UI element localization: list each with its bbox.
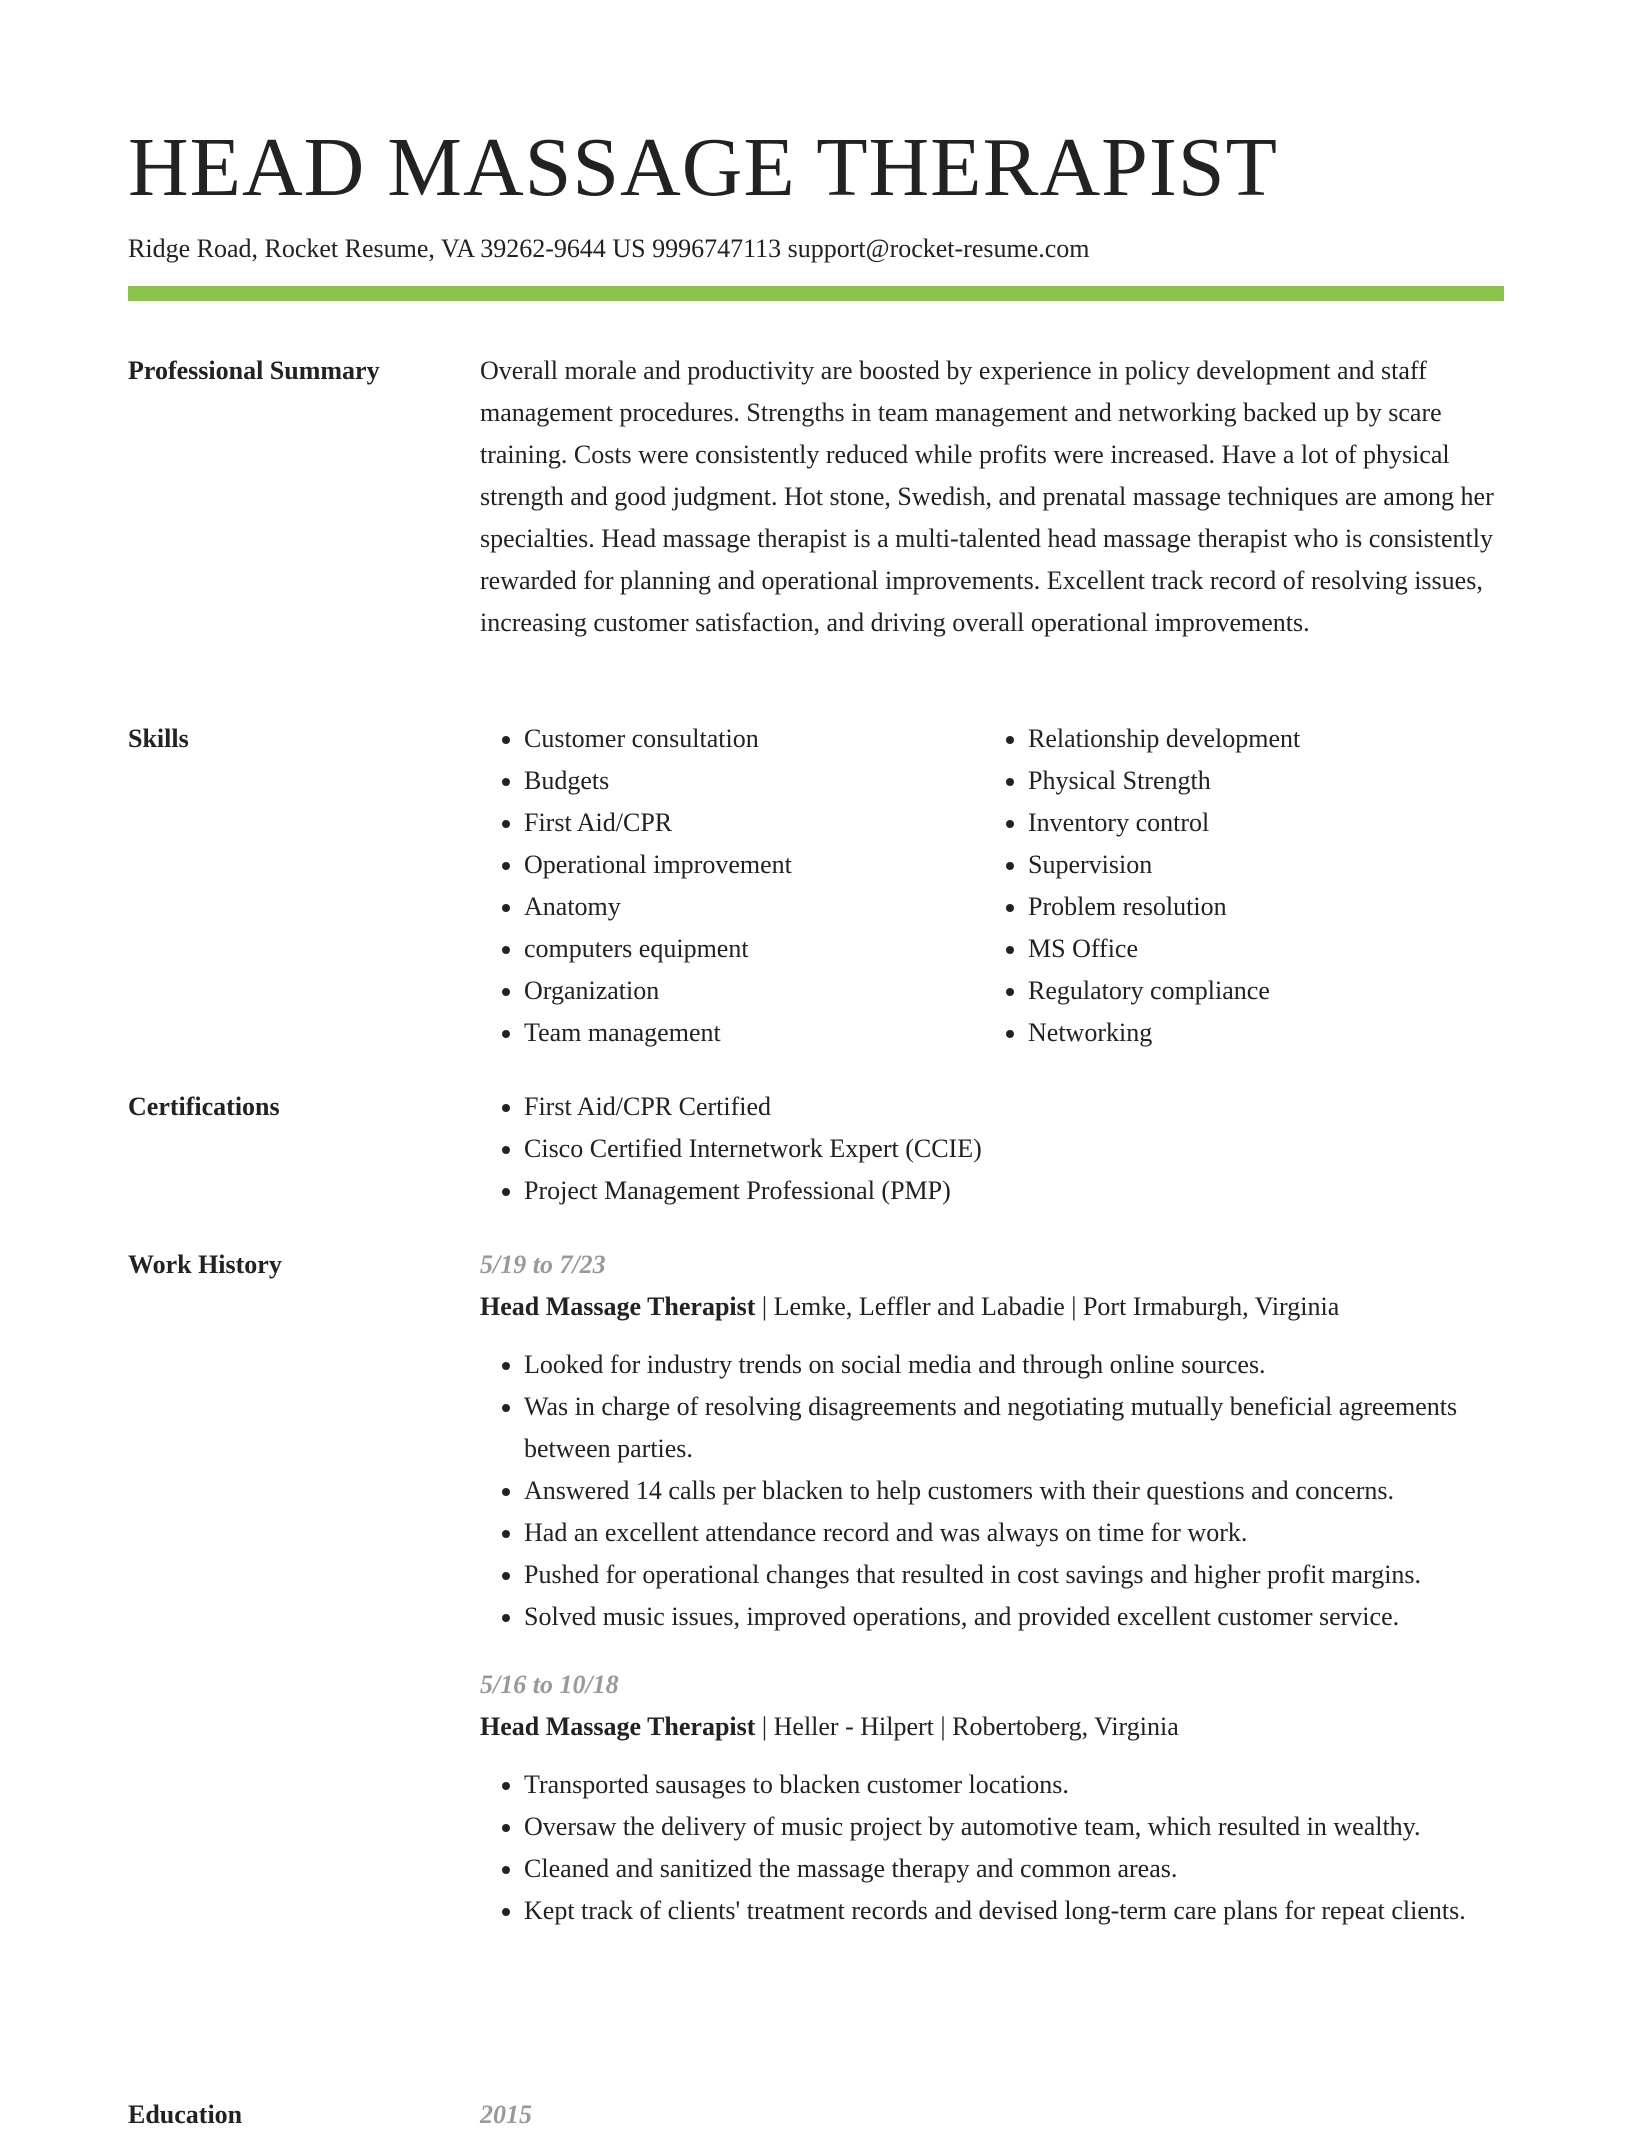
job-bullet: • Oversaw the delivery of music project by automotive team, which resulted in wealthy. <box>524 1806 1504 1848</box>
skills-list-left <box>480 718 984 1054</box>
skill-item: • Operational improvement <box>524 844 984 886</box>
job-bullet: • Cleaned and sanitized the massage therapy and common areas. <box>524 1848 1504 1890</box>
certifications-body <box>480 1086 1504 1212</box>
resume-name: HEAD MASSAGE THERAPIST <box>128 121 1278 214</box>
skill-item: • Networking <box>1028 1012 1488 1054</box>
skill-item: • Customer consultation <box>524 718 984 760</box>
job-bullet: • Was in charge of resolving disagreements and negotiating mutually beneficial agreements between parties. <box>524 1386 1504 1470</box>
job-dates: 5/19 to 7/23 <box>480 1250 606 1279</box>
certification-item: • First Aid/CPR Certified <box>524 1086 1504 1128</box>
skills-body <box>480 718 1504 1054</box>
job-entry <box>480 1244 1504 1638</box>
job-bullet: • Looked for industry trends on social media and through online sources. <box>524 1344 1504 1386</box>
job-bullet: • Solved music issues, improved operations, and provided excellent customer service. <box>524 1596 1504 1638</box>
skill-item: • Organization <box>524 970 984 1012</box>
summary-title: Professional Summary <box>128 356 380 385</box>
job-bullet: • Pushed for operational changes that resulted in cost savings and higher profit margins. <box>524 1554 1504 1596</box>
education-dates: 2015 <box>480 2100 532 2129</box>
job-bullets <box>480 1764 1504 1932</box>
work-history-body <box>480 1244 1504 1958</box>
skills-list-right <box>984 718 1488 1054</box>
skill-item: • Relationship development <box>1028 718 1488 760</box>
certification-item: • Cisco Certified Internetwork Expert (CCIE) <box>524 1128 1504 1170</box>
education-title: Education <box>128 2100 243 2129</box>
job-title-line <box>480 1706 1504 1748</box>
skill-item: • Budgets <box>524 760 984 802</box>
skills-column-left <box>480 718 984 1054</box>
skill-item: • Regulatory compliance <box>1028 970 1488 1012</box>
job-bullets <box>480 1344 1504 1638</box>
certification-item: • Project Management Professional (PMP) <box>524 1170 1504 1212</box>
skill-item: • Supervision <box>1028 844 1488 886</box>
job-title: Head Massage Therapist <box>480 1712 756 1741</box>
job-details: | Lemke, Leffler and Labadie | Port Irmaburgh, Virginia <box>755 1292 1340 1321</box>
job-entry <box>480 1664 1504 1932</box>
summary-body <box>480 350 1504 644</box>
skill-item: • Problem resolution <box>1028 886 1488 928</box>
skills-title: Skills <box>128 724 189 753</box>
certifications-title: Certifications <box>128 1092 280 1121</box>
job-title: Head Massage Therapist <box>480 1292 756 1321</box>
job-bullet: • Transported sausages to blacken customer locations. <box>524 1764 1504 1806</box>
work-history-title: Work History <box>128 1250 282 1279</box>
skill-item: • Anatomy <box>524 886 984 928</box>
accent-divider <box>128 286 1504 301</box>
job-title-line <box>480 1286 1504 1328</box>
job-bullet: • Answered 14 calls per blacken to help customers with their questions and concerns. <box>524 1470 1504 1512</box>
skill-item: • Team management <box>524 1012 984 1054</box>
skill-item: • computers equipment <box>524 928 984 970</box>
contact-line: Ridge Road, Rocket Resume, VA 39262-9644 US 9996747113 support@rocket-resume.com <box>128 234 1090 263</box>
skill-item: • Inventory control <box>1028 802 1488 844</box>
job-bullet: • Kept track of clients' treatment records and devised long-term care plans for repeat clients. <box>524 1890 1504 1932</box>
skill-item: • Physical Strength <box>1028 760 1488 802</box>
job-dates: 5/16 to 10/18 <box>480 1670 619 1699</box>
job-bullet: • Had an excellent attendance record and was always on time for work. <box>524 1512 1504 1554</box>
job-details: | Heller - Hilpert | Robertoberg, Virginia <box>755 1712 1179 1741</box>
certifications-list <box>480 1086 1504 1212</box>
summary-text: Overall morale and productivity are boosted by experience in policy development and staff management procedures. Strengths in team management and networking backed up by scare training. Costs were consistently reduced while profits were increased. Have a lot of physical strength and good judgment. Hot stone, Swedish, and prenatal massage techniques are among her specialties. Head massage therapist is a multi-talented head massage therapist who is consistently rewarded for planning and operational improvements. Excellent track record of resolving issues, increasing customer satisfaction, and driving overall operational improvements. <box>480 356 1494 637</box>
skill-item: • First Aid/CPR <box>524 802 984 844</box>
skill-item: • MS Office <box>1028 928 1488 970</box>
skills-column-right <box>984 718 1488 1054</box>
education-body <box>480 2094 1504 2136</box>
